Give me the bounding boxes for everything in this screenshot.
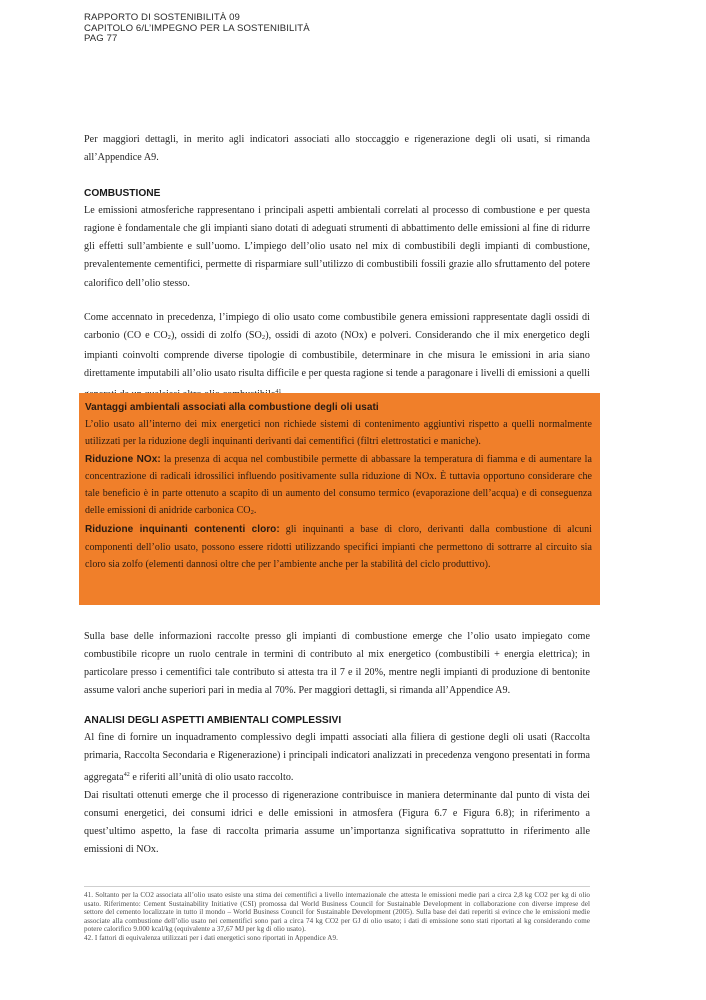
box-title: Vantaggi ambientali associati alla combustione degli oli usati — [85, 402, 379, 413]
report-title: RAPPORTO DI SOSTENIBILITÀ 09 — [84, 12, 240, 23]
footnote-42: 42. I fattori di equivalenza utilizzati per i dati energetici sono riportati in Appendice A9. — [84, 933, 338, 942]
main-content — [84, 131, 590, 404]
lower-content — [84, 628, 590, 859]
box-chlorine-paragraph: Riduzione inquinanti contenenti cloro: gli inquinanti a base di cloro, derivanti dalla combustione di alcuni componenti dell’olio usato, possono essere ridotti utilizzando specifici impianti che permettono di sottrarre al circuito sia cloro sia zolfo (elementi dannosi oltre che per l’ambiente anche per la stabilità del ciclo produttivo). — [85, 524, 592, 570]
section-heading-analisi: ANALISI DEGLI ASPETTI AMBIENTALI COMPLESSIVI — [84, 715, 342, 727]
page-header — [84, 13, 310, 45]
box-paragraph-1: L’olio usato all’interno dei mix energetici non richiede sistemi di contenimento aggiuntivi rispetto a quelli normalmente utilizzati per la riduzione degli inquinanti derivanti dai cementifici (filtri elettrostatici e maniche). — [85, 419, 592, 448]
analisi-paragraph-1: Al fine di fornire un inquadramento complessivo degli impatti associati alla filiera di gestione degli oli usati (Raccolta primaria, Raccolta Secondaria e Rigenerazione) i principali indicatori analizzati in precedenza vengono presentati in forma aggregata$^{42}$ e riferiti all’unità di olio usato raccolto. — [84, 732, 590, 783]
section-heading-combustione: COMBUSTIONE — [84, 188, 161, 200]
combustione-paragraph-1: Le emissioni atmosferiche rappresentano i principali aspetti ambientali correlati al processo di combustione e per questa ragione è fondamentale che gli impianti siano dotati di adeguati strumenti di abbattimento delle emissioni al fine di ridurre gli effetti sull’ambiente e sull’uomo. L’impiego dell’olio usato nel mix di combustibili degli impianti di combustione, prevalentemente cementifici, permette di risparmiare sull’utilizzo di combustibili fossili grazie allo sfruttamento del potere calorifico dell’olio stesso. — [84, 205, 590, 289]
page-number: PAG 77 — [84, 33, 118, 44]
after-box-paragraph: Sulla base delle informazioni raccolte presso gli impianti di combustione emerge che l’olio usato impiegato come combustibile ricopre un ruolo centrale in termini di contributo al mix energetico (combustibili + energia elettrica); in particolare presso i cementifici tale contributo si attesta tra il 7 e il 20%, mentre negli impianti di produzione di bentonite assume valori anche superiori pari in media al 70%. Per maggiori dettagli, si rimanda all’Appendice A9. — [84, 631, 590, 697]
footnote-41: 41. Soltanto per la CO2 associata all’olio usato esiste una stima dei cementifici a livello internazionale che attesta le emissioni medie pari a circa 2,8 kg CO2 per kg di olio usato. Riferimento: Cement Sustainability Initiative (CSI) promossa dal World Business Council for Sustainable Development in collaborazione con diverse imprese del settore del cemento localizzate in tutto il mondo – World Business Council for Sustainable Development (2005). Sulla base dei dati reperiti si evince che le emissioni medie associate alla combustione dell’olio usato nei cementifici sono pari a circa 74 kg CO2 per GJ di olio usato; i dati di emissione sono stati riportati al kg considerando come potere calorifico 9.000 kcal/kg (equivalente a 37,67 MJ per kg di olio usato). — [84, 891, 590, 933]
intro-paragraph: Per maggiori dettagli, in merito agli indicatori associati allo stoccaggio e rigenerazione degli oli usati, si rimanda all’Appendice A9. — [84, 134, 590, 164]
footnotes — [84, 886, 590, 942]
combustione-paragraph-2: Come accennato in precedenza, l’impiego di olio usato come combustibile genera emissioni rappresentate dagli ossidi di carbonio (CO e CO2), ossidi di zolfo (SO2), ossidi di azoto (NOx) e polveri. Considerando che il mix energetico degli impianti coinvolti comprende diverse tipologie di combustibile, determinare in che misura le emissioni in aria siano direttamente imputabili all’olio usato risulta difficile e per questa ragione si tende a paragonare i livelli di emissioni a quelli — [84, 311, 590, 379]
box-nox-paragraph: Riduzione NOx: la presenza di acqua nel combustibile permette di abbassare la temperatura di fiamma e di aumentare la concentrazione di radicali idrossilici influendo positivamente sulla riduzione di NOx. È tuttavia opportuno considerare che tale beneficio è in parte ottenuto a scapito di un aumento del consumo termico (evaporazione dell’acqua) e di conseguenza delle emissioni di anidride carbonica CO2. — [85, 453, 592, 517]
highlight-box — [79, 393, 600, 605]
chapter-title: CAPITOLO 6/L’IMPEGNO PER LA SOSTENIBILITÀ — [84, 22, 310, 34]
analisi-paragraph-2: Dai risultati ottenuti emerge che il processo di rigenerazione contribuisce in maniera determinante dal punto di vista dei consumi energetici, dei consumi idrici e delle emissioni in atmosfera (Figura 6.7 e Figura 6.8); in riferimento a quest’ultimo aspetto, la fase di raccolta primaria assume un’importanza significativa soprattutto in riferimento alle emissioni di NOx. — [84, 789, 590, 855]
